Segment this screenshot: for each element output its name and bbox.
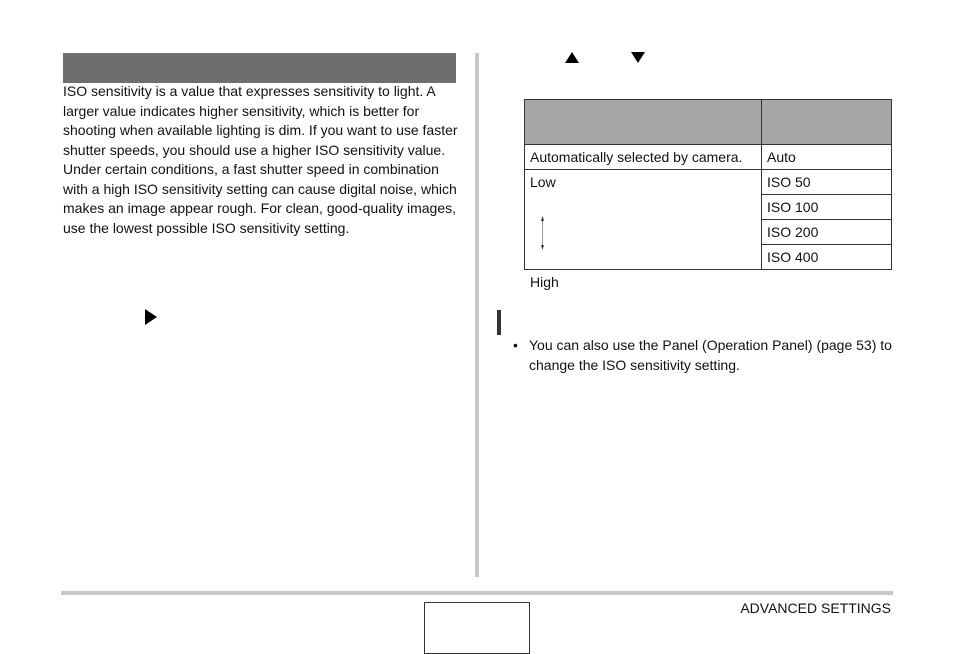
page-number-box: [424, 602, 530, 654]
iso-description-paragraph: ISO sensitivity is a value that expresses sensitivity to light. A larger value indicates higher sensitivity, which is better for shooting when available lighting is dim. If you want to use faster shutter speeds, you should use a higher ISO sensitivity value. Under certain conditions, a fast shutter speed in combination with a high ISO sensitivity setting can cause digital noise, which makes an image appear rough. For clean, good-quality images, use the lowest possible ISO sensitivity setting.: [63, 83, 458, 236]
bullet-icon: •: [513, 337, 518, 353]
column-divider: [475, 53, 479, 577]
up-triangle-icon: [565, 52, 579, 63]
table-header-cell-setting: [762, 100, 892, 145]
down-triangle-icon: [631, 52, 645, 63]
table-header-cell-mode: [525, 100, 762, 145]
footer-section-label: ADVANCED SETTINGS: [740, 600, 891, 616]
right-triangle-icon: [145, 309, 157, 325]
iso-setting-cell: ISO 100: [762, 195, 892, 220]
iso-setting-cell: ISO 400: [762, 245, 892, 270]
range-high-label: High: [530, 274, 559, 290]
iso-setting-cell: ISO 50: [762, 170, 892, 195]
range-low-label: Low: [530, 174, 556, 190]
footer-rule: [61, 591, 893, 595]
note-text: You can also use the Panel (Operation Panel) (page 53) to change the ISO sensitivity setting.: [529, 337, 892, 373]
up-down-arrow-icon: [541, 216, 544, 250]
auto-description-cell: Automatically selected by camera.: [525, 145, 762, 170]
sensitivity-range-cell: [525, 170, 762, 290]
table-row: [525, 170, 892, 195]
iso-sensitivity-table: [524, 99, 892, 290]
note-marker-bar: [497, 310, 501, 335]
table-row: [525, 145, 892, 170]
auto-setting-cell: Auto: [762, 145, 892, 170]
table-header-row: [525, 100, 892, 145]
section-header-bar: [63, 53, 456, 83]
iso-setting-cell: ISO 200: [762, 220, 892, 245]
